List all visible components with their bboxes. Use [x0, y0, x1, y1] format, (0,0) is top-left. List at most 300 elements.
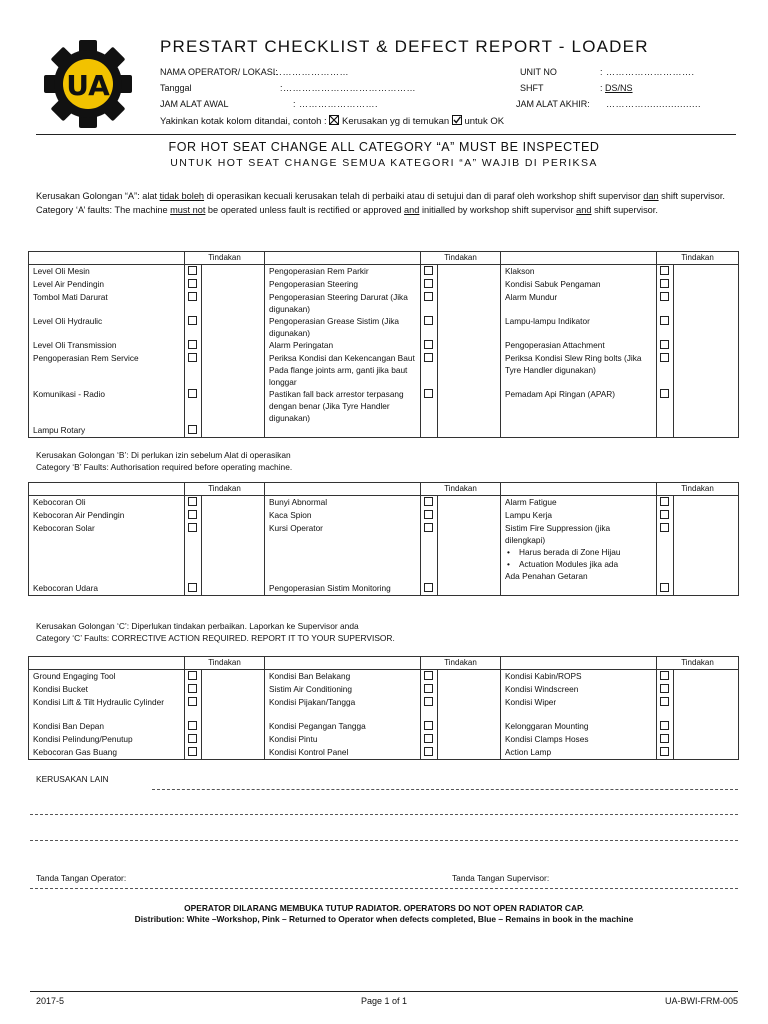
logo-text: UA [66, 69, 110, 102]
cat-c-intro-en: Category ‘C’ Faults: CORRECTIVE ACTION REQUIRED. REPORT IT TO YOUR SUPERVISOR. [36, 633, 395, 643]
action-cell[interactable] [674, 278, 739, 291]
checkbox-icon[interactable] [188, 353, 197, 362]
action-cell[interactable] [674, 720, 739, 733]
checkbox-icon[interactable] [188, 497, 197, 506]
table-row [29, 339, 739, 352]
checkbox-icon[interactable] [660, 747, 669, 756]
checkbox-cell[interactable] [185, 278, 202, 291]
cat-b-intro-en: Category ‘B’ Faults: Authorisation required before operating machine. [36, 462, 293, 472]
operator-field[interactable]: …………………… [273, 67, 349, 77]
checkbox-cell[interactable] [421, 278, 438, 291]
checkbox-cell[interactable] [421, 509, 438, 522]
checkbox-icon[interactable] [424, 292, 433, 301]
checkbox-icon[interactable] [660, 671, 669, 680]
checklist-item: Pengoperasian Attachment [501, 339, 657, 352]
checkbox-cell[interactable] [185, 733, 202, 746]
table-row [29, 683, 739, 696]
checkbox-icon[interactable] [660, 583, 669, 592]
shift-field[interactable] [600, 83, 633, 93]
column-header: Tindakan [185, 657, 265, 670]
checkbox-cell[interactable] [657, 720, 674, 733]
table-row [29, 388, 739, 424]
checklist-item: Periksa Kondisi Slew Ring bolts (Jika Tyre Handler digunakan) [501, 352, 657, 388]
checkbox-checked-icon [452, 115, 462, 128]
checkbox-cell[interactable] [421, 388, 438, 424]
checkbox-cell[interactable] [657, 352, 674, 388]
checkbox-icon[interactable] [660, 497, 669, 506]
blank-cell [421, 424, 438, 438]
action-cell[interactable] [674, 424, 739, 438]
table-row [29, 582, 739, 596]
action-cell[interactable] [438, 509, 501, 522]
action-cell[interactable] [438, 683, 501, 696]
checkbox-icon[interactable] [188, 266, 197, 275]
action-cell[interactable] [674, 265, 739, 279]
checkbox-cell[interactable] [185, 670, 202, 684]
checklist-item: Bunyi Abnormal [265, 496, 421, 510]
shift-value: DS/NS [605, 83, 633, 93]
checklist-item: Kondisi Ban Depan [29, 720, 185, 733]
checkbox-cell[interactable] [421, 522, 438, 582]
action-cell[interactable] [438, 670, 501, 684]
column-header: Tindakan [657, 252, 739, 265]
table-header-row [29, 483, 739, 496]
column-header: Tindakan [421, 483, 501, 496]
text: di operasikan kecuali kerusakan telah di perbaiki atau di setujui dan di paraf oleh workshop shift supervisor [204, 191, 644, 201]
checklist-item: Kelonggaran Mounting [501, 720, 657, 733]
checkbox-cell[interactable] [421, 291, 438, 315]
action-cell[interactable] [202, 352, 265, 388]
checkbox-cell[interactable] [657, 291, 674, 315]
checkbox-cell[interactable] [421, 352, 438, 388]
action-cell[interactable] [674, 522, 739, 582]
checklist-item: Kursi Operator [265, 522, 421, 582]
checkbox-icon[interactable] [188, 671, 197, 680]
table-row [29, 424, 739, 438]
shift-prefix: : [600, 83, 606, 93]
checkbox-icon[interactable] [660, 510, 669, 519]
checkbox-icon[interactable] [188, 583, 197, 592]
action-cell[interactable] [202, 582, 265, 596]
checklist-item: Kebocoran Air Pendingin [29, 509, 185, 522]
action-cell[interactable] [438, 352, 501, 388]
action-cell[interactable] [674, 683, 739, 696]
checklist-item-label: Sistim Fire Suppression (jika dilengkapi) [505, 523, 611, 545]
checklist-item: Kondisi Clamps Hoses [501, 733, 657, 746]
checkbox-cell[interactable] [185, 265, 202, 279]
checkbox-cell[interactable] [421, 683, 438, 696]
action-cell[interactable] [438, 733, 501, 746]
checkbox-cell[interactable] [185, 496, 202, 510]
tanggal-field[interactable]: :…………………………………… [280, 83, 417, 93]
table-row [29, 509, 739, 522]
action-cell[interactable] [202, 315, 265, 339]
action-cell[interactable] [202, 388, 265, 424]
action-cell[interactable] [438, 265, 501, 279]
footer-revision: 2017-5 [36, 996, 65, 1006]
checkbox-icon[interactable] [188, 747, 197, 756]
action-cell[interactable] [674, 733, 739, 746]
checkbox-cell[interactable] [657, 265, 674, 279]
action-cell[interactable] [674, 696, 739, 720]
checklist-item: Kondisi Pegangan Tangga [265, 720, 421, 733]
checklist-item: Pengoperasian Sistim Monitoring [265, 582, 421, 596]
checkbox-cell[interactable] [657, 315, 674, 339]
checklist-item: Kondisi Bucket [29, 683, 185, 696]
checkbox-icon[interactable] [424, 684, 433, 693]
other-damage-line[interactable] [30, 840, 738, 841]
checkbox-cell[interactable] [421, 696, 438, 720]
action-cell[interactable] [202, 424, 265, 438]
checklist-item: Level Oli Hydraulic [29, 315, 185, 339]
shift-label: SHFT [520, 83, 544, 93]
checkbox-cell[interactable] [657, 509, 674, 522]
action-cell[interactable] [438, 746, 501, 760]
checkbox-cell[interactable] [185, 352, 202, 388]
action-cell[interactable] [438, 496, 501, 510]
table-row [29, 720, 739, 733]
checkbox-icon[interactable] [424, 279, 433, 288]
checklist-item: Pengoperasian Grease Sistim (Jika digunakan) [265, 315, 421, 339]
checkbox-cell[interactable] [185, 315, 202, 339]
checklist-item: Kebocoran Solar [29, 522, 185, 582]
action-cell[interactable] [202, 509, 265, 522]
checklist-item: Alarm Mundur [501, 291, 657, 315]
radiator-warning: OPERATOR DILARANG MEMBUKA TUTUP RADIATOR. OPERATORS DO NOT OPEN RADIATOR CAP. [184, 903, 584, 913]
action-cell[interactable] [674, 339, 739, 352]
operator-label: NAMA OPERATOR/ LOKASI: [160, 67, 278, 77]
checkbox-cell[interactable] [185, 746, 202, 760]
checklist-item: Kondisi Kontrol Panel [265, 746, 421, 760]
checkbox-icon[interactable] [424, 747, 433, 756]
checkbox-cell[interactable] [421, 720, 438, 733]
text: and [404, 204, 420, 215]
footer-form-code: UA-BWI-FRM-005 [664, 996, 738, 1006]
instruction-prefix: Yakinkan kotak kolom ditandai, contoh : [160, 116, 327, 127]
checkbox-cell[interactable] [421, 670, 438, 684]
text: shift supervisor. [591, 204, 658, 215]
table-row [29, 496, 739, 510]
action-cell[interactable] [202, 696, 265, 720]
other-damage-line[interactable] [152, 789, 738, 790]
action-cell[interactable] [202, 339, 265, 352]
checkbox-icon[interactable] [188, 340, 197, 349]
table-row [29, 522, 739, 582]
text: and [576, 204, 592, 215]
checkbox-cell[interactable] [185, 509, 202, 522]
checkbox-cell[interactable] [657, 683, 674, 696]
checkbox-cell[interactable] [421, 746, 438, 760]
column-header: Tindakan [421, 252, 501, 265]
table-row [29, 746, 739, 760]
action-cell[interactable] [674, 509, 739, 522]
cat-c-intro-id: Kerusakan Golongan ‘C’: Diperlukan tindakan perbaikan. Laporkan ke Supervisor anda [36, 621, 359, 631]
checkbox-icon[interactable] [424, 697, 433, 706]
checklist-item: Kebocoran Oli [29, 496, 185, 510]
table-row [29, 696, 739, 720]
action-cell[interactable] [438, 315, 501, 339]
checklist-item: Pengoperasian Rem Service [29, 352, 185, 388]
action-cell[interactable] [202, 265, 265, 279]
action-cell[interactable] [674, 291, 739, 315]
checkbox-cell[interactable] [657, 746, 674, 760]
action-cell[interactable] [202, 670, 265, 684]
text: shift supervisor. [658, 191, 725, 201]
checklist-item [265, 424, 421, 438]
checklist-item: Alarm Fatigue [501, 496, 657, 510]
unit-no-label: UNIT NO [520, 67, 557, 77]
blank-cell [265, 483, 421, 496]
checkbox-icon[interactable] [660, 279, 669, 288]
checklist-item: Kondisi Kabin/ROPS [501, 670, 657, 684]
checklist-item: Pemadam Api Ringan (APAR) [501, 388, 657, 424]
checkbox-cell[interactable] [657, 388, 674, 424]
checkbox-cell[interactable] [185, 339, 202, 352]
checkbox-cell[interactable] [657, 733, 674, 746]
checklist-item: Kondisi Sabuk Pengaman [501, 278, 657, 291]
column-header: Tindakan [185, 252, 265, 265]
blank-cell [265, 657, 421, 670]
action-cell[interactable] [674, 670, 739, 684]
jam-akhir-label: JAM ALAT AKHIR: [516, 99, 590, 109]
action-cell[interactable] [674, 388, 739, 424]
table-row [29, 278, 739, 291]
checklist-item [501, 582, 657, 596]
checklist-item: Klakson [501, 265, 657, 279]
checkbox-icon[interactable] [188, 684, 197, 693]
unit-no-field[interactable]: : ………………………. [600, 67, 695, 77]
checkbox-icon[interactable] [188, 292, 197, 301]
checkbox-icon[interactable] [424, 353, 433, 362]
action-cell[interactable] [202, 720, 265, 733]
table-header-row [29, 657, 739, 670]
checkbox-cell[interactable] [185, 582, 202, 596]
action-cell[interactable] [202, 496, 265, 510]
checkbox-icon[interactable] [188, 721, 197, 730]
jam-awal-field[interactable]: : ……………………. [293, 99, 379, 109]
action-cell[interactable] [674, 746, 739, 760]
checkbox-cell[interactable] [185, 522, 202, 582]
checkbox-icon[interactable] [424, 340, 433, 349]
checklist-item: Kondisi Wiper [501, 696, 657, 720]
action-cell[interactable] [438, 388, 501, 424]
checklist-item: Komunikasi - Radio [29, 388, 185, 424]
signature-line[interactable] [30, 888, 738, 889]
text: Category ‘A’ faults: The machine [36, 204, 171, 215]
checklist-item [501, 522, 657, 582]
checkbox-cell[interactable] [421, 496, 438, 510]
header-divider [36, 134, 736, 135]
checkbox-icon[interactable] [424, 510, 433, 519]
checkbox-icon[interactable] [188, 523, 197, 532]
action-cell[interactable] [674, 315, 739, 339]
checklist-item: Level Oli Mesin [29, 265, 185, 279]
checkbox-cell[interactable] [657, 582, 674, 596]
checkbox-icon[interactable] [424, 497, 433, 506]
column-header: Tindakan [185, 483, 265, 496]
checklist-item: Pastikan fall back arrestor terpasang dengan benar (Jika Tyre Handler digunakan) [265, 388, 421, 424]
action-cell[interactable] [202, 683, 265, 696]
checkbox-cell[interactable] [657, 696, 674, 720]
checkbox-cell[interactable] [185, 424, 202, 438]
checkbox-icon[interactable] [660, 734, 669, 743]
checkbox-cell[interactable] [421, 582, 438, 596]
checkbox-icon[interactable] [660, 721, 669, 730]
action-cell[interactable] [438, 522, 501, 582]
checklist-item: Kondisi Pijakan/Tangga [265, 696, 421, 720]
table-row [29, 733, 739, 746]
action-cell[interactable] [202, 291, 265, 315]
checkbox-icon[interactable] [660, 523, 669, 532]
cat-a-intro [36, 190, 736, 217]
checkbox-cell[interactable] [185, 291, 202, 315]
blank-cell [265, 252, 421, 265]
cat-b-table [28, 482, 739, 596]
checkbox-cell[interactable] [185, 720, 202, 733]
action-cell[interactable] [438, 720, 501, 733]
cat-a-table [28, 251, 739, 438]
action-cell[interactable] [438, 339, 501, 352]
banner-english: FOR HOT SEAT CHANGE ALL CATEGORY “A” MUST BE INSPECTED [168, 140, 600, 154]
checkbox-icon[interactable] [424, 389, 433, 398]
checklist-item: Pengoperasian Rem Parkir [265, 265, 421, 279]
table-header-row [29, 252, 739, 265]
checkbox-cell[interactable] [185, 683, 202, 696]
checkbox-icon[interactable] [188, 425, 197, 434]
checklist-item: Action Lamp [501, 746, 657, 760]
checklist-item: Kebocoran Udara [29, 582, 185, 596]
action-cell[interactable] [202, 746, 265, 760]
checkbox-icon[interactable] [424, 523, 433, 532]
checkbox-cell[interactable] [185, 388, 202, 424]
checklist-item: Kondisi Windscreen [501, 683, 657, 696]
text: must not [170, 204, 206, 215]
text: initialled by workshop shift supervisor [419, 204, 577, 215]
bullet-list [505, 546, 652, 570]
checkbox-cell[interactable] [421, 339, 438, 352]
checklist-item: Ground Engaging Tool [29, 670, 185, 684]
bullet-item: • Harus berada di Zone Hijau [505, 546, 652, 558]
blank-cell [501, 483, 657, 496]
jam-akhir-field[interactable]: …………................... [606, 99, 702, 109]
checkbox-icon[interactable] [660, 353, 669, 362]
bullet-item: • Actuation Modules jika ada [505, 558, 652, 570]
action-cell[interactable] [202, 522, 265, 582]
checkbox-icon[interactable] [188, 510, 197, 519]
action-cell[interactable] [438, 278, 501, 291]
checklist-item: Kebocoran Gas Buang [29, 746, 185, 760]
column-header: Tindakan [657, 483, 739, 496]
table-row [29, 352, 739, 388]
text: be operated unless fault is rectified or approved [205, 204, 405, 215]
checkbox-icon[interactable] [424, 583, 433, 592]
instruction-defect: Kerusakan yg di temukan [341, 116, 450, 127]
text: Kerusakan Golongan “A”: alat [36, 191, 160, 201]
checkbox-icon[interactable] [660, 340, 669, 349]
action-cell[interactable] [438, 424, 501, 438]
checklist-item: Kondisi Pelindung/Penutup [29, 733, 185, 746]
checkbox-icon[interactable] [424, 721, 433, 730]
bullet-tail: Ada Penahan Getaran [505, 571, 588, 581]
checkbox-icon[interactable] [660, 389, 669, 398]
distribution-note: Distribution: White –Workshop, Pink – Returned to Operator when defects completed, Blue – Remains in book in the machine [134, 914, 634, 924]
checklist-item: Level Air Pendingin [29, 278, 185, 291]
checkbox-icon[interactable] [660, 684, 669, 693]
footer-page-number: Page 1 of 1 [360, 996, 408, 1006]
action-cell[interactable] [674, 496, 739, 510]
banner-indonesian: UNTUK HOT SEAT CHANGE SEMUA KATEGORI “A” WAJIB DI PERIKSA [170, 157, 598, 169]
checklist-item: Periksa Kondisi dan Kekencangan Baut Pada flange joints arm, ganti jika baut longgar [265, 352, 421, 388]
checklist-item: Kondisi Lift & Tilt Hydraulic Cylinder [29, 696, 185, 720]
checkbox-cell[interactable] [657, 670, 674, 684]
blank-cell [29, 657, 185, 670]
checklist-item: Sistim Air Conditioning [265, 683, 421, 696]
checkbox-icon[interactable] [660, 292, 669, 301]
checkbox-icon[interactable] [188, 316, 197, 325]
checkbox-icon[interactable] [660, 697, 669, 706]
checklist-item: Level Oli Transmission [29, 339, 185, 352]
blank-cell [501, 252, 657, 265]
checkbox-cell[interactable] [657, 496, 674, 510]
blank-cell [29, 252, 185, 265]
text: dan [643, 191, 659, 201]
gear-logo-icon [44, 40, 132, 128]
jam-awal-label: JAM ALAT AWAL [160, 99, 229, 109]
checkbox-cell[interactable] [185, 696, 202, 720]
checkbox-cell[interactable] [421, 265, 438, 279]
column-header: Tindakan [657, 657, 739, 670]
checkbox-icon[interactable] [188, 734, 197, 743]
checkbox-icon[interactable] [424, 671, 433, 680]
checklist-item: Pengoperasian Steering Darurat (Jika digunakan) [265, 291, 421, 315]
checklist-item: Lampu Rotary [29, 424, 185, 438]
action-cell[interactable] [438, 696, 501, 720]
checkbox-cell[interactable] [657, 339, 674, 352]
checkbox-icon[interactable] [660, 266, 669, 275]
checklist-item: Pengoperasian Steering [265, 278, 421, 291]
action-cell[interactable] [438, 291, 501, 315]
action-cell[interactable] [674, 352, 739, 388]
checkbox-icon[interactable] [424, 734, 433, 743]
table-row [29, 265, 739, 279]
checklist-item: Kondisi Ban Belakang [265, 670, 421, 684]
checklist-item: Alarm Peringatan [265, 339, 421, 352]
action-cell[interactable] [202, 733, 265, 746]
table-row [29, 670, 739, 684]
column-header: Tindakan [421, 657, 501, 670]
action-cell[interactable] [438, 582, 501, 596]
checkbox-icon[interactable] [188, 389, 197, 398]
checklist-item: Kondisi Pintu [265, 733, 421, 746]
checkbox-crossed-icon [329, 115, 339, 128]
checkbox-cell[interactable] [421, 315, 438, 339]
other-damage-line[interactable] [30, 814, 738, 815]
checkbox-cell[interactable] [657, 278, 674, 291]
checkbox-cell[interactable] [421, 733, 438, 746]
table-row [29, 315, 739, 339]
checkbox-cell[interactable] [657, 522, 674, 582]
checkbox-icon[interactable] [424, 316, 433, 325]
action-cell[interactable] [202, 278, 265, 291]
checklist-item: Lampu Kerja [501, 509, 657, 522]
checkbox-icon[interactable] [660, 316, 669, 325]
blank-cell [29, 483, 185, 496]
checkbox-icon[interactable] [188, 697, 197, 706]
checkbox-icon[interactable] [188, 279, 197, 288]
checkbox-icon[interactable] [424, 266, 433, 275]
other-damage-label: KERUSAKAN LAIN [36, 774, 109, 784]
action-cell[interactable] [674, 582, 739, 596]
